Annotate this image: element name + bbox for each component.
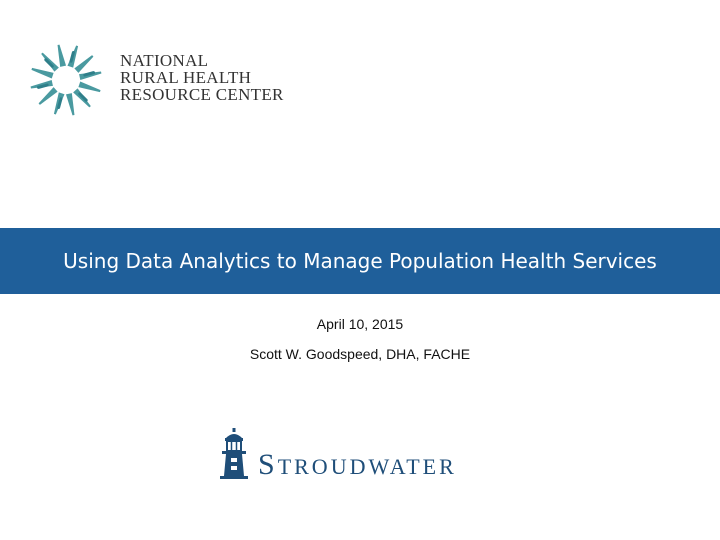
nrhrc-line-1: NATIONAL — [120, 51, 209, 70]
stroudwater-wordmark — [258, 448, 457, 482]
nrhrc-wordmark — [120, 52, 284, 103]
slide-title: Using Data Analytics to Manage Population Health Services — [63, 249, 657, 273]
lighthouse-icon — [218, 428, 250, 480]
nrhrc-star-icon — [26, 40, 106, 120]
presentation-date: April 10, 2015 — [316, 316, 404, 332]
nrhrc-line-3: RESOURCE CENTER — [120, 85, 284, 104]
nrhrc-line-2: RURAL HEALTH — [120, 68, 252, 87]
presenter-name: Scott W. Goodspeed, DHA, FACHE — [249, 346, 471, 362]
nrhrc-logo — [26, 40, 296, 120]
title-band — [0, 228, 720, 294]
stroudwater-logo — [218, 428, 488, 484]
stroudwater-initial: S — [258, 448, 278, 481]
stroudwater-rest: TROUDWATER — [277, 454, 457, 479]
